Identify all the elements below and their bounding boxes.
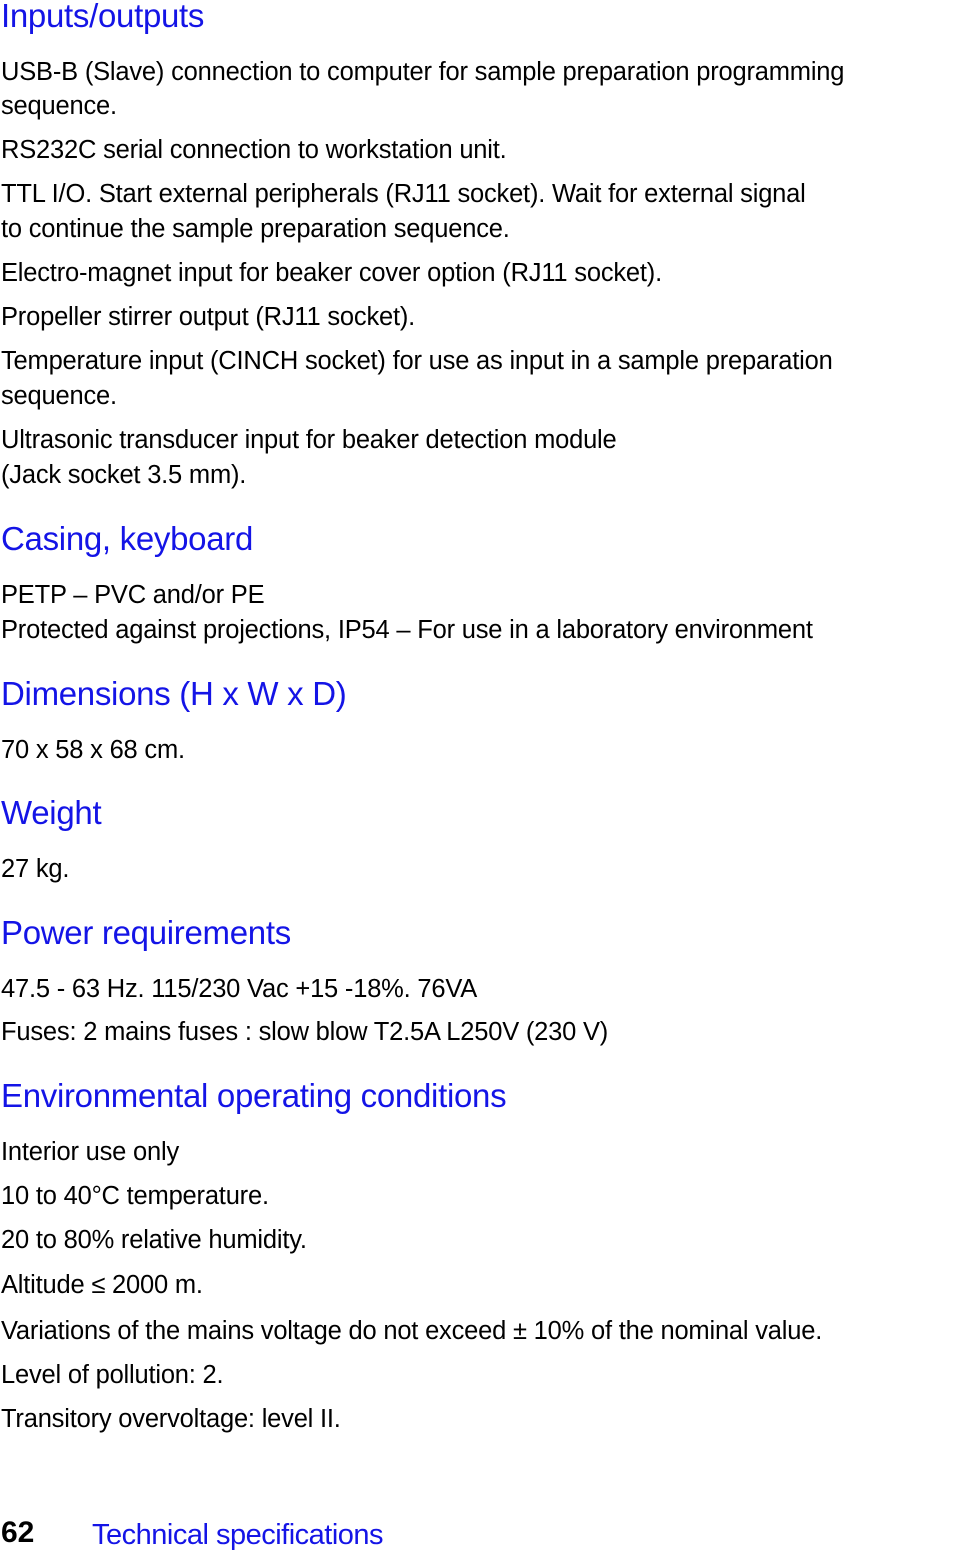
footer-section-title: Technical specifications [92,1519,384,1551]
section-heading-casing-keyboard: Casing, keyboard [1,520,254,557]
text-line: (Jack socket 3.5 mm). [1,461,247,489]
text-line: 20 to 80% relative humidity. [1,1226,307,1254]
text-line: Fuses: 2 mains fuses : slow blow T2.5A L250V (230 V) [1,1018,609,1046]
text-line: Temperature input (CINCH socket) for use as input in a sample preparation [1,347,833,375]
section-heading-environmental-conditions: Environmental operating conditions [1,1077,507,1114]
section-heading-power-requirements: Power requirements [1,914,291,951]
text-line: Electro-magnet input for beaker cover option (RJ11 socket). [1,259,662,287]
text-line: 70 x 58 x 68 cm. [1,736,185,764]
text-line: TTL I/O. Start external peripherals (RJ11 socket). Wait for external signal [1,180,806,208]
text-line: sequence. [1,92,117,120]
text-line: 27 kg. [1,855,70,883]
text-line: PETP – PVC and/or PE [1,581,265,609]
section-heading-dimensions: Dimensions (H x W x D) [1,675,347,712]
text-line: Level of pollution: 2. [1,1361,224,1389]
text-line: sequence. [1,382,117,410]
text-line: USB-B (Slave) connection to computer for sample preparation programming [1,58,845,86]
text-line: Variations of the mains voltage do not exceed ± 10% of the nominal value. [1,1317,823,1345]
text-line: Transitory overvoltage: level II. [1,1405,341,1433]
text-line: Ultrasonic transducer input for beaker detection module [1,426,617,454]
text-line: Propeller stirrer output (RJ11 socket). [1,303,416,331]
text-line: Altitude ≤ 2000 m. [1,1271,203,1299]
section-heading-weight: Weight [1,794,102,831]
text-line: to continue the sample preparation sequence. [1,215,510,243]
text-line: RS232C serial connection to workstation unit. [1,136,507,164]
text-line: 47.5 - 63 Hz. 115/230 Vac +15 -18%. 76VA [1,975,478,1003]
text-line: 10 to 40°C temperature. [1,1182,269,1210]
text-line: Interior use only [1,1138,180,1166]
text-line: Protected against projections, IP54 – For use in a laboratory environment [1,616,813,644]
section-heading-inputs-outputs: Inputs/outputs [1,0,205,34]
page-number: 62 [1,1516,35,1549]
